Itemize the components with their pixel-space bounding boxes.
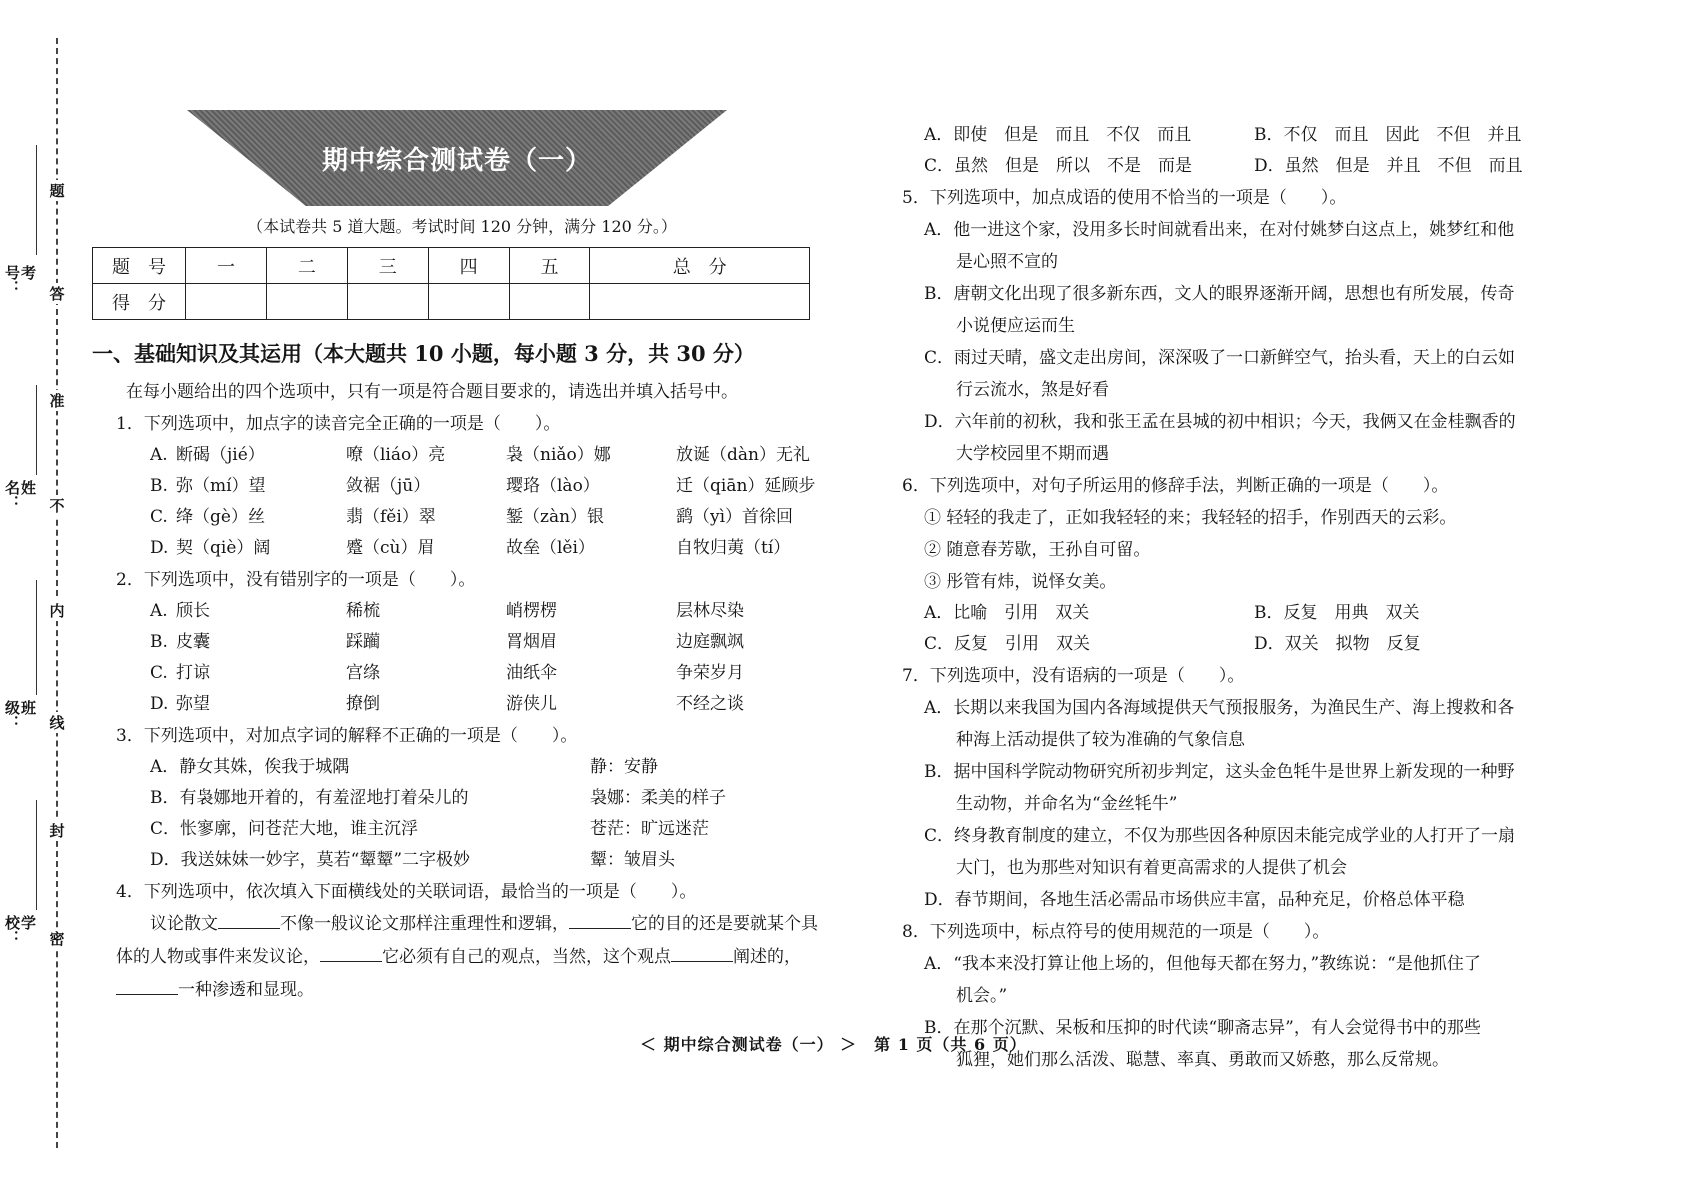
seal-char: 题 [49,182,65,200]
option-text-cont: 大学校园里不期而遇 [956,444,1109,464]
exam-note: （本试卷共 5 道大题。考试时间 120 分钟，满分 120 分。） [247,217,677,236]
option-letter: D. [150,694,169,714]
option-letter: D. [150,538,169,558]
option-word: 嘹（liáo）亮 [346,445,446,465]
option-text: A．静女其姝，俟我于城隅 [150,757,350,777]
option-word: 打谅 [176,663,210,683]
passage-text: 一种渗透和显现。 [178,980,314,1000]
option-text: D．六年前的初秋，我和张王孟在县城的初中相识；今天，我俩又在金桂飘香的 [924,412,1516,432]
quote-item: ① 轻轻的我走了，正如我轻轻的来；我轻轻的招手，作别西天的云彩。 [924,508,1457,528]
option-text: A．长期以来我国为国内各海域提供天气预报服务，为渔民生产、海上搜救和各 [924,698,1515,718]
section-title: 一、基础知识及其运用（本大题共 10 小题，每小题 3 分，共 30 分） [92,341,755,366]
quote-item: ② 随意春芳歇，王孙自可留。 [924,540,1151,560]
option-text: B．不仅 而且 因此 不但 并且 [1254,125,1522,145]
option-text-cont: 小说便应运而生 [956,316,1075,336]
question-options [150,596,832,720]
field-line[interactable] [36,800,37,910]
option-word: 放诞（dàn）无礼 [676,445,810,465]
table-header-cell: 总 分 [590,248,810,284]
field-line[interactable] [36,580,37,695]
option-word: 罥烟眉 [506,632,557,652]
title-banner [187,110,727,206]
seal-char: 准 [49,392,65,410]
q4-options [924,120,1622,182]
option-text-cont: 行云流水，煞是好看 [956,380,1109,400]
option-text: A．“我本来没打算让他上场的，但他每天都在努力，”教练说：“是他抓住了 [924,954,1481,974]
option-word: 踩躏 [346,632,380,652]
option-gloss: 袅娜：柔美的样子 [590,788,726,808]
question-stem: 4．下列选项中，依次填入下面横线处的关联词语，最恰当的一项是（ ）。 [116,882,697,902]
table-row [93,248,810,284]
page-footer: ＜ 期中综合测试卷（一） ＞ 第 1 页（共 6 页） [640,1035,1027,1054]
option-text: C．反复 引用 双关 [924,634,1091,654]
option-text: B．反复 用典 双关 [1254,603,1420,623]
option-text: C．终身教育制度的建立，不仅为那些因各种原因未能完成学业的人打开了一扇 [924,826,1516,846]
option-text-cont: 狐狸，她们那么活泼、聪慧、率真、勇敢而又娇憨，那么反常规。 [956,1050,1449,1070]
field-label: 学校： [3,915,37,945]
option-word: 绛（gè）丝 [176,507,265,527]
seal-char: 答 [49,285,65,303]
option-letter: B. [150,476,168,496]
option-gloss: 颦：皱眉头 [590,850,675,870]
seal-char: 内 [49,602,65,620]
score-cell[interactable] [509,284,590,320]
passage-text: 议论散文 [150,914,218,934]
option-text-cont: 大门，也为那些对知识有着更高需求的人提供了机会 [956,858,1347,878]
seal-char: 线 [49,714,65,732]
field-line[interactable] [36,385,37,475]
fill-blank[interactable] [116,994,178,995]
option-text: C．怅寥廓，问苍茫大地，谁主沉浮 [150,819,419,839]
passage-text: 阐述的， [733,947,801,967]
passage-text: 不像一般议论文那样注重理性和逻辑， [280,914,569,934]
option-text: B．在那个沉默、呆板和压抑的时代读“聊斋志异”，有人会觉得书中的那些 [924,1018,1481,1038]
option-word: 璎珞（lào） [506,476,600,496]
score-cell[interactable] [186,284,267,320]
option-text: D．春节期间，各地生活必需品市场供应丰富，品种充足，价格总体平稳 [924,890,1465,910]
option-word: 自牧归荑（tí） [676,538,791,558]
passage-text: 它必须有自己的观点，当然，这个观点 [382,947,671,967]
table-header-cell: 三 [347,248,428,284]
score-table [92,247,810,320]
option-letter: C. [150,663,168,683]
page-title: 期中综合测试卷（一） [321,146,592,176]
seal-char: 不 [49,497,65,515]
option-word: 不经之谈 [676,694,744,714]
question-options [150,752,832,876]
cut-line [56,38,58,1148]
option-text: D．我送妹妹一妙字，莫若“颦颦”二字极妙 [150,850,471,870]
option-word: 蹙（cù）眉 [346,538,435,558]
option-text-cont: 生动物，并命名为“金丝牦牛” [956,794,1178,814]
option-text: B．据中国科学院动物研究所初步判定，这头金色牦牛是世界上新发现的一种野 [924,762,1515,782]
score-cell[interactable] [590,284,810,320]
question-stem: 1．下列选项中，加点字的读音完全正确的一项是（ ）。 [116,414,561,434]
option-letter: C. [150,507,168,527]
binding-margin [0,0,80,1190]
field-line[interactable] [36,145,37,255]
option-word: 錾（zàn）银 [506,507,605,527]
fill-blank[interactable] [218,928,280,929]
option-text-cont: 机会。” [956,986,1008,1006]
option-word: 弥望 [176,694,210,714]
question-stem: 7．下列选项中，没有语病的一项是（ ）。 [902,666,1245,686]
option-word: 层林尽染 [676,601,744,621]
option-word: 袅（niǎo）娜 [506,445,611,465]
option-word: 边庭飘飒 [676,632,744,652]
question-stem: 6．下列选项中，对句子所运用的修辞手法，判断正确的一项是（ ）。 [902,476,1449,496]
right-column [902,120,1622,1076]
score-cell[interactable] [266,284,347,320]
option-text: D．双关 拟物 反复 [1254,634,1421,654]
option-text: B．唐朝文化出现了很多新东西，文人的眼界逐渐开阔，思想也有所发展，传奇 [924,284,1515,304]
option-gloss: 苍茫：旷远迷茫 [590,819,709,839]
left-column [92,110,832,1007]
question-stem: 5．下列选项中，加点成语的使用不恰当的一项是（ ）。 [902,188,1347,208]
table-header-cell: 一 [186,248,267,284]
option-text: D．虽然 但是 并且 不但 而且 [1254,156,1523,176]
table-header-cell: 四 [428,248,509,284]
option-word: 契（qiè）阔 [176,538,271,558]
passage-text: 它的目的还是要就某个具体的人物或事件来发议论， [116,914,818,967]
score-cell[interactable] [428,284,509,320]
option-text: A．即使 但是 而且 不仅 而且 [924,125,1192,145]
fill-blank[interactable] [671,961,733,962]
option-word: 皮囊 [176,632,210,652]
fill-blank[interactable] [569,928,631,929]
option-text: A．他一进这个家，没用多长时间就看出来，在对付姚梦白这点上，姚梦红和他 [924,220,1515,240]
option-letter: B. [150,632,168,652]
option-word: 宫绦 [346,663,380,683]
option-word: 油纸伞 [506,663,557,683]
option-word: 迁（qiān）延顾步 [676,476,816,496]
option-word: 峭楞楞 [506,601,557,621]
q4-passage [116,908,832,1007]
option-text: B．有袅娜地开着的，有羞涩地打着朵儿的 [150,788,469,808]
option-text: C．虽然 但是 所以 不是 而是 [924,156,1193,176]
section-instruction: 在每小题给出的四个选项中，只有一项是符合题目要求的，请选出并填入括号中。 [126,382,738,402]
option-word: 敛裾（jū） [346,476,431,496]
field-label: 考号： [3,265,37,295]
field-label: 姓名： [3,480,37,510]
option-word: 稀梳 [346,601,380,621]
question-stem: 3．下列选项中，对加点字词的解释不正确的一项是（ ）。 [116,726,578,746]
question-options [150,440,832,564]
option-gloss: 静：安静 [590,757,658,777]
question-stem: 8．下列选项中，标点符号的使用规范的一项是（ ）。 [902,922,1330,942]
table-header-cell: 得 分 [93,284,186,320]
quote-item: ③ 彤管有炜，说怿女美。 [924,572,1117,592]
table-header-cell: 五 [509,248,590,284]
question-stem: 2．下列选项中，没有错别字的一项是（ ）。 [116,570,476,590]
seal-char: 封 [49,822,65,840]
fill-blank[interactable] [320,961,382,962]
option-text-cont: 是心照不宣的 [956,252,1058,272]
option-text: C．雨过天晴，盛文走出房间，深深吸了一口新鲜空气，抬头看，天上的白云如 [924,348,1516,368]
field-label: 班级： [3,700,37,730]
option-letter: A. [150,601,168,621]
seal-char: 密 [49,930,65,948]
table-row [93,284,810,320]
table-header-cell: 二 [266,248,347,284]
option-word: 弥（mí）望 [176,476,266,496]
table-header-cell: 题 号 [93,248,186,284]
option-word: 争荣岁月 [676,663,744,683]
q6-options [924,598,1622,660]
option-word: 游侠儿 [506,694,557,714]
option-word: 撩倒 [346,694,380,714]
option-text-cont: 种海上活动提供了较为准确的气象信息 [956,730,1245,750]
score-cell[interactable] [347,284,428,320]
option-word: 颀长 [176,601,210,621]
option-letter: A. [150,445,168,465]
option-word: 故垒（lěi） [506,538,595,558]
option-word: 翡（fěi）翠 [346,507,436,527]
option-text: A．比喻 引用 双关 [924,603,1090,623]
option-word: 断碣（jié） [176,445,265,465]
option-word: 鹞（yì）首徐回 [676,507,794,527]
